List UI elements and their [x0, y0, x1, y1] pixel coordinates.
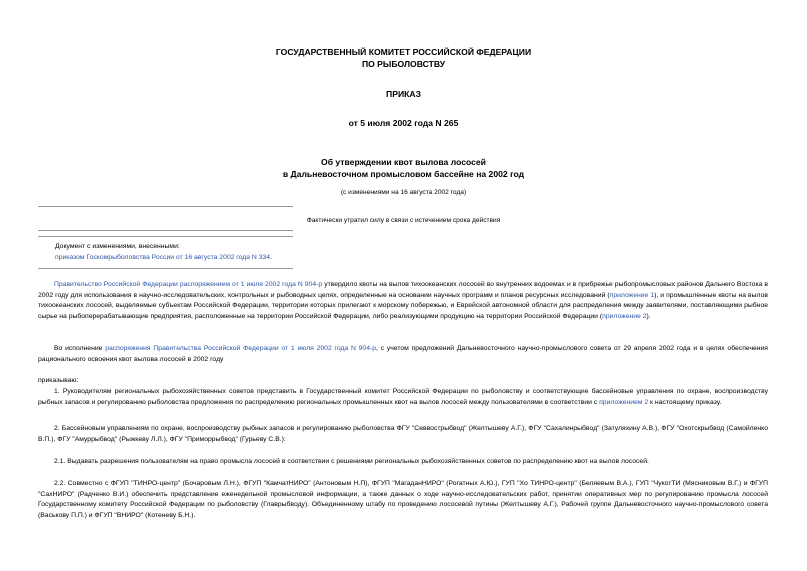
issuer-name-line2: ПО РЫБОЛОВСТВУ — [361, 59, 446, 69]
amendments-note: (с изменениями на 16 августа 2002 года) — [340, 189, 467, 196]
p2-text1: Во исполнение — [54, 345, 106, 352]
divider-changes-top-2 — [38, 236, 293, 237]
appendix-2-link[interactable]: приложение 2 — [602, 312, 647, 320]
changes-label: Документ с изменениями, внесенными: — [55, 243, 180, 250]
document-title-line1: Об утверждении квот вылова лососей — [321, 157, 486, 167]
appendix-1-link[interactable]: приложение 1 — [609, 291, 655, 299]
paragraph-preamble-2 — [38, 344, 768, 365]
document-title-line2: в Дальневосточном промысловом бассейне на 2002 год — [282, 169, 525, 179]
issuer-name-line1: ГОСУДАРСТВЕННЫЙ КОМИТЕТ РОССИЙСКОЙ ФЕДЕРАЦИИ — [275, 47, 532, 57]
paragraph-preamble-1 — [38, 280, 768, 322]
paragraph-item-2-1: 2.1. Выдавать разрешения пользователям на право промысла лососей в соответствии с решениями региональных рыбохозяйственных советов по распределению квот на вылов лососей. — [54, 458, 649, 465]
paragraph-item-2: 2. Бассейновым управлениям по охране, воспроизводству рыбных запасов и регулированию рыболовства ФГУ "Севвострыбвод" (Желтышеву А.Г.), ФГУ "Сахалинрыбвод" (Затуляхину А.В.), ФГУ "Охотскрыбвод (Самойленко В.П.), ФГУ "Амуррыбвод" (Рыжкеву Л.Л.), ФГУ "Приморрыбвод" (Гурьеву С.В.): — [38, 425, 768, 443]
divider-top — [38, 206, 293, 207]
government-order-link-2[interactable]: распоряжения Правительства Российской Федерации от 1 июля 2002 года N 904-р — [105, 345, 377, 352]
government-order-link[interactable]: Правительство Российской Федерации распоряжением от 1 июля 2002 года N 904-р — [54, 281, 323, 288]
amending-order-link[interactable]: приказом Госкомрыболовства России от 16 августа 2002 года N 334 — [55, 254, 271, 261]
divider-changes-bottom — [38, 268, 293, 269]
p1-text1: утвердило квоты на вылов тихоокеанских лососей во внутренних водоемах и в прибрежье рыбопромысловых районов Дальнего Востока в 2002 году для использования в научно-исследовательских, контрольных и рыбоводных целях, определенные на основании научных программ и планов ресурсных исследований ( — [38, 281, 768, 299]
divider-changes-top — [38, 230, 293, 231]
paragraph-item-2-2: 2.2. Совместно с ФГУП "ТИНРО-центр" (Бочаровым Л.Н.), ФГУП "КамчатНИРО" (Антоновым Н.П), ФГУП "МагаданНИРО" (Рогатных А.Ю.), ГУП "Хо ТИНРО-центр" (Беляевым В.А.), ГУП "ЧукотТИ (Мясниковым В.Г.) и ФГУП "СахНИРО" (Радченко В.И.) обеспечить представление еженедельной промысловой информации, а также данных о ходе научно-исследовательских работ, принятии оперативных мер по регулированию промысла лососей Государственному комитету Российской Федерации по рыболовству (Главрыбводу). Объединенному штабу по проведению лососевой путины (Желтышеву А.Г.), Рабочей группе Дальневосточного научно-промыслового совета (Васькову П.П.) и ФГУП "ВНИРО" (Котеневу Б.Н.). — [38, 480, 768, 519]
status-note: Фактически утратил силу в связи с истечением срока действия — [306, 217, 501, 224]
p1-text3: ). — [646, 312, 651, 320]
p2-text2: , с учетом предложений Дальневосточного научно-промыслового совета от 29 апреля 2002 года и в целях обеспечения рационального освоения квот вылова лососей в 2002 году — [38, 345, 768, 363]
document-type: ПРИКАЗ — [386, 89, 421, 99]
order-word: приказываю: — [38, 377, 79, 384]
document-date: от 5 июля 2002 года N 265 — [348, 118, 459, 128]
appendix-2-link-2[interactable]: приложением 2 — [599, 398, 649, 406]
p1-text2: ), и промышленные квоты на вылов тихоокеанских лососей, выделяемые субъектам Российской Федерации, территории которых прилегают к морскому побережью, и Еврейской автономной области для распределения между заявителями, поставляющими рыбное сырье на рыбоперерабатывающие предприятия, расположенные на территории Российской Федерации, либо реализующими продукцию на территории Российской Федерации ( — [38, 291, 768, 320]
p3-text1: 1. Руководителям региональных рыбохозяйственных советов представить в Государственный комитет Российской Федерации по рыболовству и соответствующие бассейновые управления по охране, воспроизводству рыбных запасов и регулированию рыболовства предложения по распределению региональных промышленных квот на вылов лососей между пользователями в соответствии с — [38, 388, 768, 406]
paragraph-item-1 — [38, 387, 768, 408]
changes-entry-end: . — [270, 254, 272, 261]
p3-text2: к настоящему приказу. — [648, 398, 722, 406]
changes-entry — [55, 252, 272, 263]
